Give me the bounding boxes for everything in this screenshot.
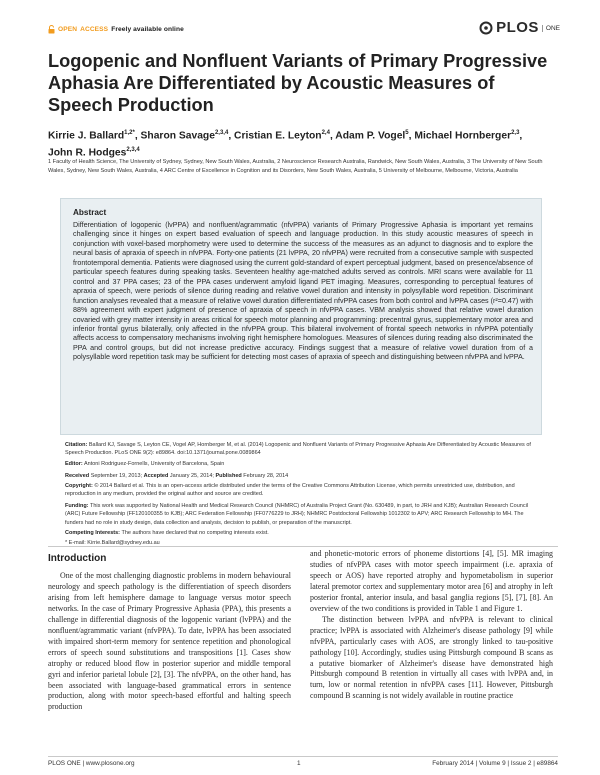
author: Adam P. Vogel (335, 130, 406, 142)
copyright: Copyright: © 2014 Ballard et al. This is an open-access article distributed under the terms of the Creative Commons Attribution License, which permits unrestricted use, distribution, and reproduction in any medium, provided the original author and source are credited. (65, 483, 515, 498)
abstract-text: Differentiation of logopenic (lvPPA) and nonfluent/agrammatic (nfvPPA) variants of Primary Progressive Aphasia is important yet remains challenging since it hinges on expert based evaluation of speech and language production. In this study acoustic measures of speech in conjunction with voxel-based morphometry were used to determine the success of the measures as an adjunct to diagnosis and to explore the neural basis of apraxia of speech in nfvPPA. Forty-one patients (21 lvPPA, 20 nfvPPA) were recruited from a consecutive sample with suspected frontotemporal dementia. Patients were diagnosed using the current gold-standard of expert perceptual judgment, based on presence/absence of particular speech features during speaking tasks. Seventeen healthy age-matched adults served as controls. MRI scans were available for 11 control and 37 PPA cases; 23 of the PPA cases underwent amyloid ligand PET imaging. Measures, corresponding to perceptual features of apraxia of speech, were periods of silence during reading and relative vowel duration and intensity in polysyllable word repetition. Discriminant function analyses revealed that a measure of relative vowel duration differentiated nfvPPA cases from both control and lvPPA cases (r²=0.47) with 88% agreement with expert judgment of presence of apraxia of speech in nfvPPA cases. VBM analysis showed that relative vowel duration covaried with grey matter intensity in areas critical for speech motor planning and programming: precentral gyrus, supplementary motor area and inferior frontal gyrus bilaterally, only affected in the nfvPPA group. This bilateral involvement of frontal speech networks in nfvPPA potentially affects access to compensatory mechanisms involving right hemisphere homologues. Measures of silences during reading also discriminated the PPA and control groups, but did not increase predictive accuracy. Findings suggest that a measure of relative vowel duration from of a polysyllable word repetition task may be sufficient for detecting most cases of apraxia of speech and distinguishing between nfvPPA and lvPPA. (73, 221, 533, 362)
freely-available-label: Freely available online (111, 25, 184, 33)
author: Cristian E. Leyton (234, 130, 322, 142)
author: John R. Hodges (48, 147, 127, 159)
divider (48, 546, 558, 547)
author: Kirrie J. Ballard (48, 130, 125, 142)
footer-divider (48, 756, 558, 757)
intro-left-column (48, 571, 291, 713)
open-access-banner (48, 25, 184, 33)
open-access-lock-icon (48, 25, 55, 33)
competing-interests: Competing Interests: The authors have declared that no competing interests exist. (65, 530, 269, 536)
footer-journal: PLOS ONE | www.plosone.org (48, 760, 135, 767)
dates: Received September 19, 2013; Accepted January 25, 2014; Published February 28, 2014 (65, 473, 289, 479)
author: Sharon Savage (140, 130, 215, 142)
author: Michael Hornberger (414, 130, 512, 142)
editor: Editor: Antoni Rodriguez-Fornells, University of Barcelona, Spain (65, 461, 225, 467)
affiliations: 1 Faculty of Health Science, The University of Sydney, Sydney, New South Wales, Australia, 2 Neuroscience Research Australia, Randwick, New South Wales, Australia, 3 The University of New South Wales, Sydney, New South Wales, Australia, 4 ARC Centre of Excellence in Cognition and its Disorders, New South Wales, Australia, 5 University of Melbourne, Melbourne, Victoria, Australia (48, 159, 543, 175)
plos-logo-icon (479, 21, 493, 35)
plos-wordmark: PLOS (496, 19, 539, 36)
article-title: Logopenic and Nonfluent Variants of Primary Progressive Aphasia Are Differentiated by Acoustic Measures of Speech Production (48, 51, 548, 115)
open-access-label: OPEN (58, 25, 78, 33)
corresponding-email[interactable]: * E-mail: Kirrie.Ballard@sydney.edu.au (65, 540, 160, 546)
open-access-label-2: ACCESS (80, 25, 109, 33)
citation: Citation: Ballard KJ, Savage S, Leyton CE, Vogel AP, Hornberger M, et al. (2014) Logopenic and Nonfluent Variants of Primary Progressive Aphasia Are Differentiated by Acoustic Measures of Speech Production. PLoS ONE 9(2): e89864. doi:10.1371/journal.pone.0089864 (65, 442, 531, 457)
author-list: Kirrie J. Ballard$^{1,2*}$, Sharon Savage$^{2,3,4}$, Cristian E. Leyton$^{2,4}$, Adam P. Vogel$^5$, Michael Hornberger$^{2,3}$, John R. Hodges$^{2,3,4}$ (48, 130, 523, 159)
funding: Funding: This work was supported by National Health and Medical Research Council (NHMRC) of Australia Project Grant (No. 630489, in part, to JRH and KJB); Australian Research Council (ARC) Future Fellowship (FF120100355 to KJB); ARC Federation Fellowship (FF0776229 to JRH); NHMRC Postdoctoral Fellowship 1012302 to APV; ARC Research Fellowship to MH. The funders had no role in study design, data collection and analysis, decision to publish, or preparation of the manuscript. (65, 503, 529, 526)
abstract-heading: Abstract (73, 208, 107, 217)
paragraph: and phonetic-motoric errors of phoneme distortions [4], [5]. MR imaging studies of nfvPPA cases with motor speech impairment (i.e. apraxia of speech or AOS) have reported atrophy and hypometabolism in superior lateral premotor cortex and supplementary motor area [6] and atrophy in left posterior frontal, anterior insula, and basal ganglia regions [5], [7], [8]. An overview of the two conditions is provided in Table 1 and Figure 1. (310, 549, 553, 613)
page-number: 1 (297, 760, 301, 767)
one-wordmark: ONE (542, 25, 560, 32)
paragraph: The distinction between lvPPA and nfvPPA is relevant to clinical practice; lvPPA is associated with Alzheimer's disease pathology [9] while nfvPPA, particularly cases with AOS, are strongly linked to tau-positive pathology [10]. Accordingly, studies using Pittsburgh compound B scans as a putative biomarker of Alzheimer's disease have demonstrated high Pittsburgh compound B retention in virtually all cases with lvPPA and, in turn, low or normal retention in nfvPPA cases [11]. However, Pittsburgh compound B scanning is not widely available in routine practice (310, 614, 553, 701)
plos-one-logo (479, 19, 560, 36)
introduction-heading: Introduction (48, 553, 107, 564)
footer-issue: February 2014 | Volume 9 | Issue 2 | e89864 (432, 760, 558, 767)
intro-right-column (310, 549, 553, 702)
paragraph: One of the most challenging diagnostic problems in modern behavioural neurology and speech pathology is the differentiation of speech disorders arising from left hemisphere damage to language versus motor speech networks. In the case of Primary Progressive Aphasia (PPA), this presents a challenge in differential diagnosis of the logopenic variant (lvPPA) and the nonfluent/agrammatic variant (nfvPPA). To date, lvPPA has been associated with impaired short-term memory for sentence repetition and phonological errors of speech sound substitutions and transpositions [1]. Cases show atrophy or reduced blood flow in posterior superior and middle temporal gyri and inferior parietal lobule [2], [3]. The nfvPPA, on the other hand, has been associated with language-based grammatical errors in sentence production, along with motor speech-based effortful and halting speech production (48, 571, 291, 712)
